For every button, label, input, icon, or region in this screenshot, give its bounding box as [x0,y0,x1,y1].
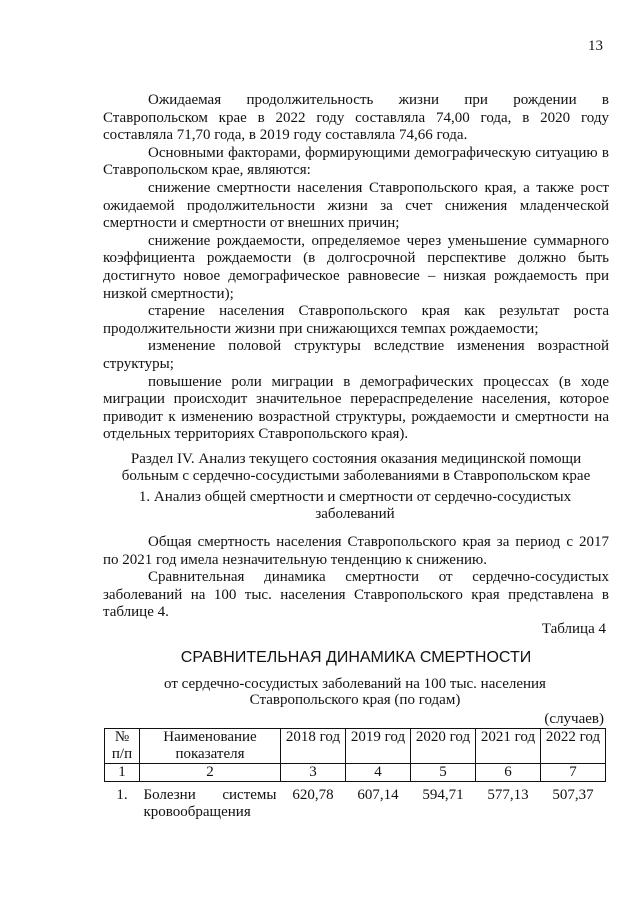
row-number: 1. [116,787,128,803]
header-cell: 2018 год [281,729,346,764]
value-cell: 507,37 [552,787,594,803]
table-row [105,782,606,822]
value-cell: 607,14 [357,787,399,803]
header-cell: 2022 год [541,729,606,764]
paragraph: Сравнительная динамика смертности от сердечно-сосудистых заболеваний на 100 тыс. населения Ставропольского края представлена в таблице 4. [103,569,609,621]
index-cell: 6 [476,764,541,782]
section-heading: Раздел IV. Анализ текущего состояния оказания медицинской помощи больным с сердечно-сосудистыми заболеваниями в Ставропольском крае [121,451,591,484]
paragraph: Ожидаемая продолжительность жизни при рождении в Ставропольском крае в 2022 году составляла 74,00 года, в 2020 году составляла 71,70 года, в 2019 году составляла 74,66 года. [103,92,609,144]
table-label: Таблица 4 [541,621,606,637]
value-cell: 577,13 [487,787,529,803]
body-text [103,92,609,444]
header-cell: Наименование показателя [140,729,281,764]
page-number: 13 [588,38,603,54]
row-name-line: кровообращения [143,804,251,820]
index-cell: 2 [140,764,281,782]
index-cell: 3 [281,764,346,782]
header-cell: 2019 год [346,729,411,764]
header-cell: № п/п [105,729,140,764]
header-cell: 2020 год [411,729,476,764]
paragraph: повышение роли миграции в демографических процессах (в ходе миграции происходит значительное перераспределение населения, которое приводит к изменению возрастной структуры, рождаемости и смертности на отдельных территориях Ставропольского края). [103,373,609,443]
index-cell: 1 [105,764,140,782]
header-cell: 2021 год [476,729,541,764]
row-name-line: Болезни системы [143,787,277,803]
index-cell: 5 [411,764,476,782]
paragraph: изменение половой структуры вследствие изменения возрастной структуры; [103,338,609,372]
table-unit: (случаев) [544,711,604,727]
value-cell: 620,78 [292,787,334,803]
mortality-table [104,728,606,821]
body-text-2 [103,534,609,622]
table-subtitle: от сердечно-сосудистых заболеваний на 100 тыс. населения Ставропольского края (по годам) [164,676,546,708]
table-index-row [105,764,606,782]
subsection-heading: 1. Анализ общей смертности и смертности от сердечно-сосудистых заболеваний [138,489,572,522]
paragraph: Общая смертность населения Ставропольского края за период с 2017 по 2021 год имела незначительную тенденцию к снижению. [103,534,609,568]
index-cell: 7 [541,764,606,782]
paragraph: снижение смертности населения Ставропольского края, а также рост ожидаемой продолжительности жизни за счет снижения младенческой смертности и смертности от внешних причин; [103,179,609,232]
row-name [140,782,281,822]
table-title: СРАВНИТЕЛЬНАЯ ДИНАМИКА СМЕРТНОСТИ [180,649,532,666]
value-cell: 594,71 [422,787,464,803]
index-cell: 4 [346,764,411,782]
paragraph: снижение рождаемости, определяемое через уменьшение суммарного коэффициента рождаемости (в долгосрочной перспективе должно быть достигнуто новое демографическое равновесие – низкая рождаемость при низкой смертности); [103,232,609,302]
table-header-row [105,729,606,764]
paragraph: старение населения Ставропольского края как результат роста продолжительности жизни при снижающихся темпах рождаемости; [103,303,609,337]
paragraph: Основными факторами, формирующими демографическую ситуацию в Ставропольском крае, являются: [103,144,609,179]
